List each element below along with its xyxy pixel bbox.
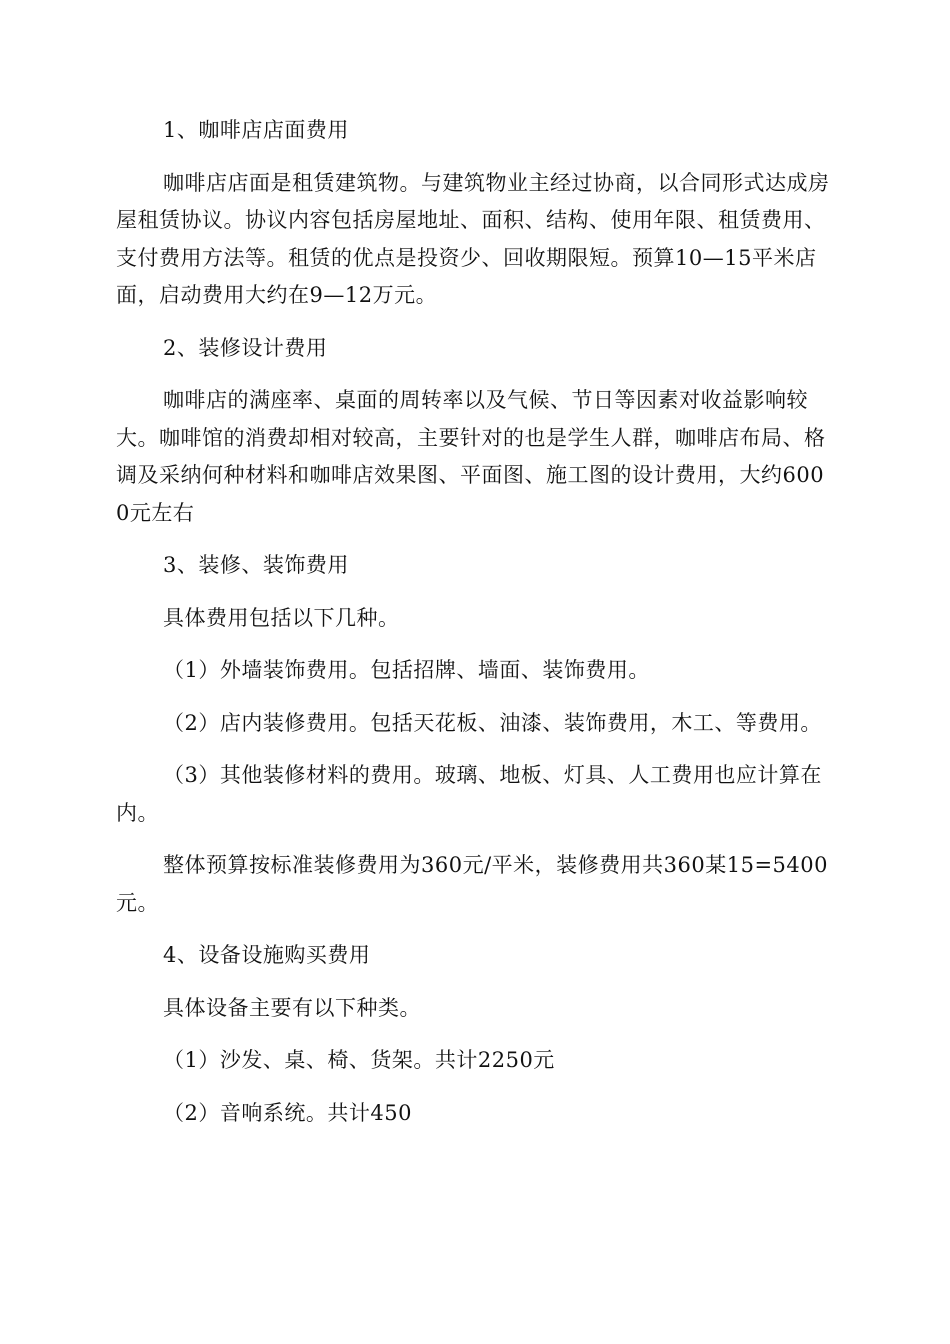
list-item-audio: （2）音响系统。共计450 (163, 1100, 412, 1125)
paragraph-storefront: 咖啡店店面是租赁建筑物。与建筑物业主经过协商，以合同形式达成房屋租赁协议。协议内容包括房屋地址、面积、结构、使用年限、租赁费用、支付费用方法等。租赁的优点是投资少、回收期限短。预算10—15平米店面，启动费用大约在9—12万元。 (116, 170, 830, 307)
paragraph-budget: 整体预算按标准装修费用为360元/平米，装修费用共360某15=5400元。 (116, 853, 828, 915)
paragraph-equipment-intro: 具体设备主要有以下种类。 (163, 995, 421, 1020)
section-heading-1: 1、咖啡店店面费用 (163, 118, 349, 142)
list-item-materials: （3）其他装修材料的费用。玻璃、地板、灯具、人工费用也应计算在内。 (116, 763, 822, 825)
document-body (116, 112, 834, 1132)
paragraph-design: 咖啡店的满座率、桌面的周转率以及气候、节日等因素对收益影响较大。咖啡馆的消费却相对较高，主要针对的也是学生人群，咖啡店布局、格调及采纳何种材料和咖啡店效果图、平面图、施工图的设计费用，大约6000元左右 (116, 388, 826, 525)
section-heading-3: 3、装修、装饰费用 (163, 553, 349, 577)
list-item-furniture: （1）沙发、桌、椅、货架。共计2250元 (163, 1048, 555, 1072)
list-item-interior: （2）店内装修费用。包括天花板、油漆、装饰费用，木工、等费用。 (163, 710, 822, 735)
paragraph-fee-intro: 具体费用包括以下几种。 (163, 605, 400, 630)
list-item-exterior: （1）外墙装饰费用。包括招牌、墙面、装饰费用。 (163, 658, 650, 682)
section-heading-2: 2、装修设计费用 (163, 335, 328, 360)
section-heading-4: 4、设备设施购买费用 (163, 943, 371, 967)
